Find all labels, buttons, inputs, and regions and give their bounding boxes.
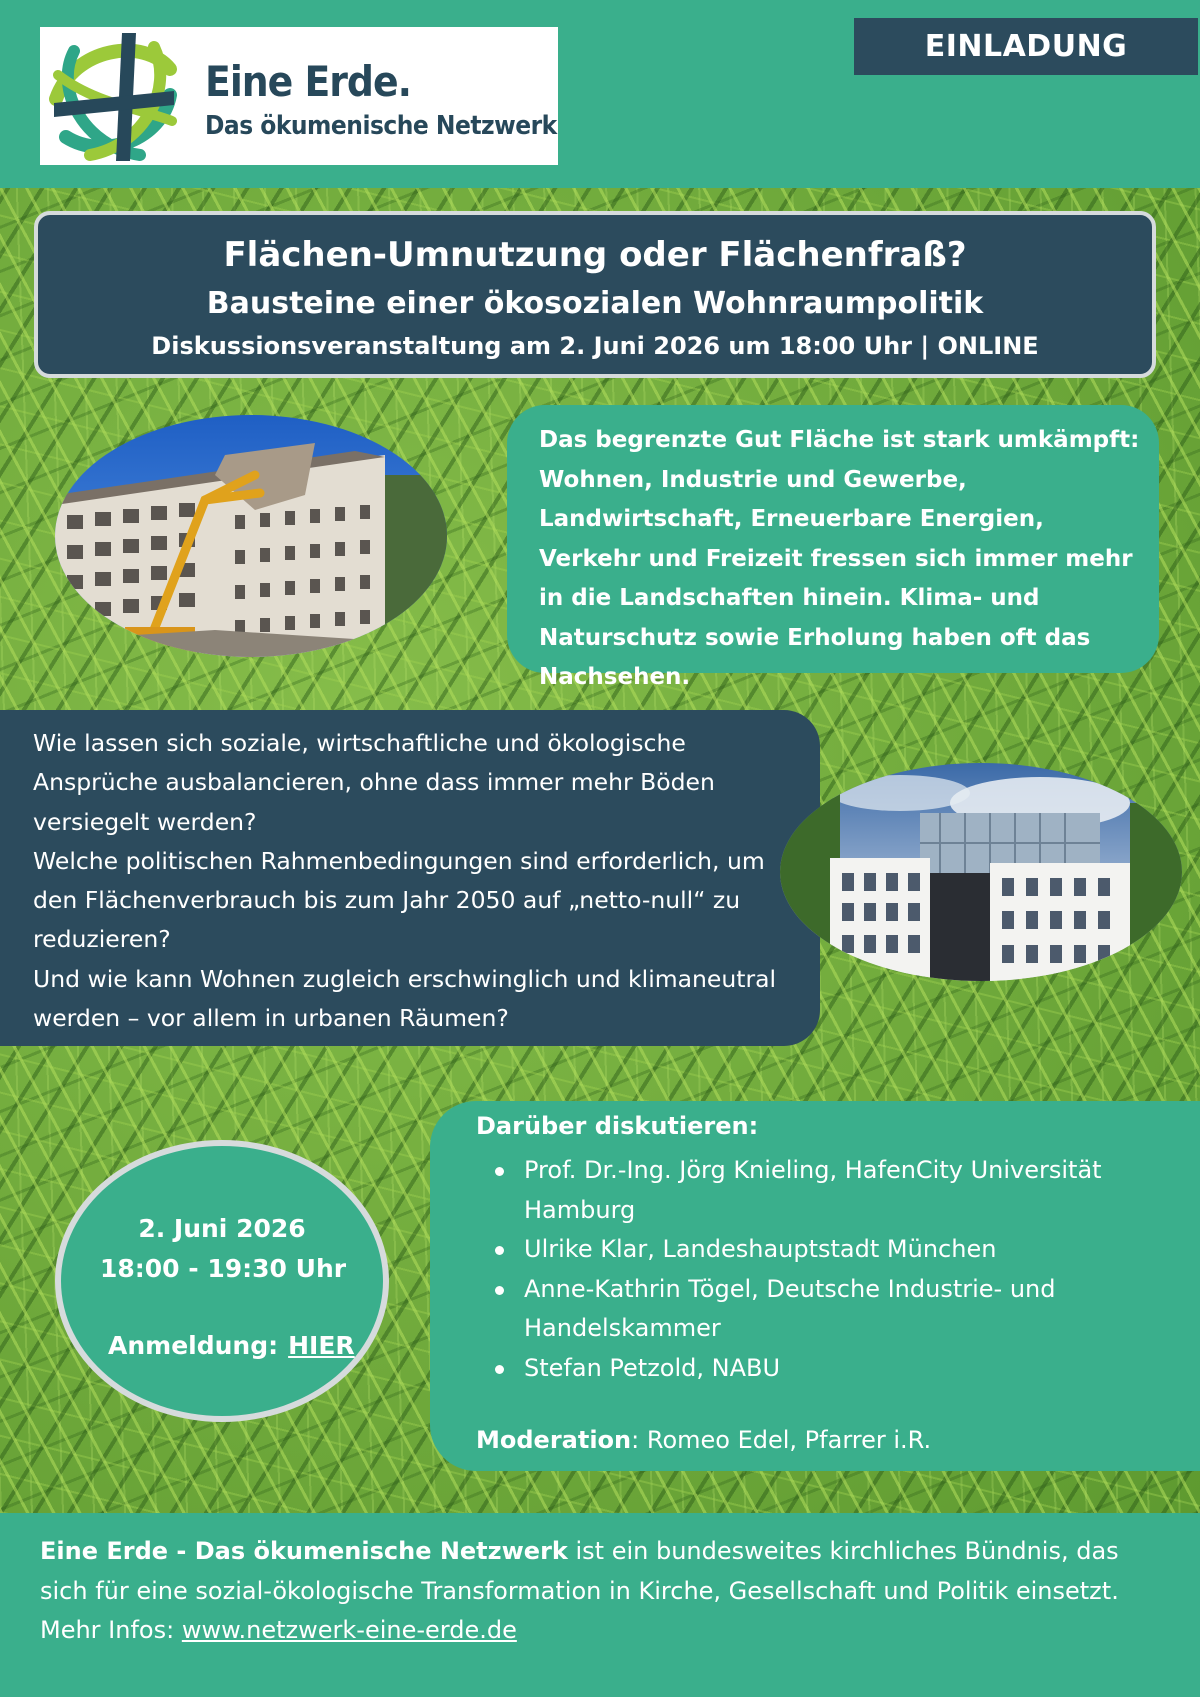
footer-org-name: Eine Erde - Das ökumenische Netzwerk — [40, 1537, 568, 1565]
logo-subtitle: Das ökumenische Netzwerk — [205, 111, 557, 141]
event-subtitle: Bausteine einer ökosozialen Wohnraumpolitik — [206, 286, 984, 321]
question-2: Welche politischen Rahmenbedingungen sind erforderlich, um den Flächenverbrauch bis zum Jahr 2050 auf „netto-null“ zu reduzieren? — [33, 846, 765, 954]
speaker-item: Stefan Petzold, NABU — [476, 1349, 1176, 1389]
moderation-line — [476, 1426, 931, 1454]
logo-title: Eine Erde. — [205, 57, 411, 106]
speaker-item: Ulrike Klar, Landeshauptstadt München — [476, 1230, 1176, 1270]
header-band — [0, 0, 1200, 188]
speaker-list — [476, 1151, 1176, 1388]
event-title: Flächen-Umnutzung oder Flächenfraß? — [223, 235, 967, 275]
title-banner — [34, 211, 1156, 378]
demolition-photo — [55, 415, 447, 657]
building-photo — [780, 763, 1182, 981]
registration-line — [108, 1331, 355, 1360]
eine-erde-logo-icon — [44, 29, 180, 165]
event-time: 18:00 - 19:30 Uhr — [100, 1254, 347, 1283]
questions-box — [0, 710, 820, 1046]
intro-text-box — [507, 405, 1159, 690]
panel-heading: Darüber diskutieren: — [476, 1112, 759, 1140]
website-link[interactable]: www.netzwerk-eine-erde.de — [181, 1616, 517, 1644]
intro-text: Das begrenzte Gut Fläche ist stark umkämpft: Wohnen, Industrie und Gewerbe, Landwirtschaft, Erneuerbare Energien, Verkehr und Freizeit fressen sich immer mehr in die Landschaften hinein. Klima- und Naturschutz sowie Erholung haben oft das Nachsehen. — [539, 427, 1140, 690]
footer — [0, 1513, 1200, 1697]
footer-org-description: ist ein bundesweites kirchliches Bündnis, das sich für eine sozial-ökologische Transformation in Kirche, Gesellschaft und Politik einsetzt. — [40, 1537, 1119, 1605]
event-date: 2. Juni 2026 — [138, 1214, 306, 1243]
invitation-badge: EINLADUNG — [854, 18, 1198, 75]
registration-label: Anmeldung: — [108, 1331, 279, 1360]
question-3: Und wie kann Wohnen zugleich erschwinglich und klimaneutral werden – vor allem in urbanen Räumen? — [33, 964, 777, 1033]
footer-text — [40, 1532, 1170, 1651]
registration-link[interactable]: HIER — [288, 1331, 355, 1360]
moderation-label: Moderation — [476, 1426, 632, 1454]
questions-text — [33, 724, 793, 1038]
speaker-item: Anne-Kathrin Tögel, Deutsche Industrie- und Handelskammer — [476, 1270, 1176, 1349]
date-circle — [55, 1140, 389, 1422]
speaker-item: Prof. Dr.-Ing. Jörg Knieling, HafenCity Universität Hamburg — [476, 1151, 1176, 1230]
logo — [40, 27, 558, 165]
question-1: Wie lassen sich soziale, wirtschaftliche und ökologische Ansprüche ausbalancieren, ohne dass immer mehr Böden versiegelt werden? — [33, 729, 715, 836]
moderation-value: : Romeo Edel, Pfarrer i.R. — [631, 1426, 932, 1454]
event-details-line: Diskussionsveranstaltung am 2. Juni 2026 um 18:00 Uhr | ONLINE — [151, 332, 1039, 360]
footer-more-label: Mehr Infos: — [40, 1616, 182, 1644]
panel-box — [430, 1101, 1200, 1471]
